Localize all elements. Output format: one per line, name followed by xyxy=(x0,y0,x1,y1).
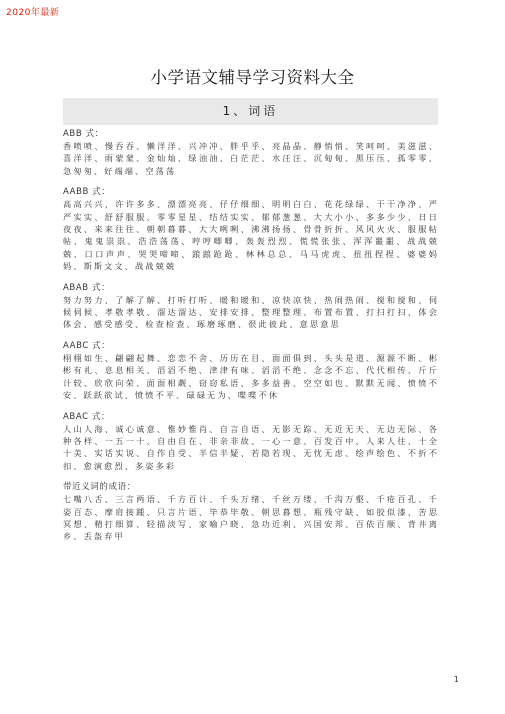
word-block-aabb xyxy=(63,186,439,272)
block-label: ABAB 式： xyxy=(63,282,111,293)
word-block-abac xyxy=(63,411,439,473)
block-label: AABC 式： xyxy=(63,340,111,351)
word-block-synonym-idioms xyxy=(63,481,439,543)
block-label: ABAC 式： xyxy=(63,411,111,422)
block-text: 栩栩如生、翩翩起舞、恋恋不舍、历历在目、面面俱到、头头是道、源源不断、彬彬有礼、息息相关、滔滔不绝、津津有味、滔滔不绝、念念不忘、代代相传、斤斤计较、欣欣向荣、面面相觑、窃窃私语、多多益善、空空如也、默默无闻、愤愤不安、跃跃欲试、愤愤不平、碌碌无为、喋喋不休 xyxy=(63,352,439,401)
block-text: 香喷喷、慢吞吞、懒洋洋、兴冲冲、胖乎乎、亮晶晶、静悄悄、笑呵呵、美滋滋、喜洋洋、雨蒙蒙、金灿灿、绿油油、白茫茫、水汪汪、沉甸甸、黑压压、孤零零、急匆匆、好端端、空荡荡 xyxy=(63,141,439,176)
word-block-abb xyxy=(63,128,439,177)
block-label: ABB 式： xyxy=(63,129,104,139)
page-title: 小学语文辅导学习资料大全 xyxy=(150,68,355,87)
block-text: 七嘴八舌、三言两语、千方百计、千头万绪、千丝万缕、千沟万壑、千疮百孔、千姿百态、摩肩接踵、只言片语、毕恭毕敬、朝思暮想、瓶残守缺、如胶似漆、苦思冥想、精打细算、轻描淡写、家喻户晓、急功近利、兴国安邦、百依百顺、背井离乡、丢盔弃甲 xyxy=(63,494,439,542)
word-block-abab xyxy=(63,282,439,331)
page-number: 1 xyxy=(453,675,459,684)
document-body xyxy=(63,128,439,552)
block-text: 努力努力、了解了解、打听打听、暖和暖和、凉快凉快、热闹热闹、搅和搅和、伺候伺候、孝敬孝敬、溜达溜达、安排安排、整理整理、布置布置、打扫打扫、体会体会、感受感受、检查检查、琢磨琢磨、很此彼此、意思意思 xyxy=(63,294,439,330)
block-label: 带近义词的成语： xyxy=(63,482,136,493)
block-text: 人山人海、诚心诚意、惟妙惟肖、自言自语、无影无踪、无近无天、无边无际、各种各样、一五一十、自由自在、非亲非故、一心一意、百发百中、人来人往、十全十美、实话实说、自作自受、半信半疑、若隐若现、无忧无虑、绘声绘色、不折不扣、愈演愈烈、多姿多彩 xyxy=(63,423,439,471)
header-badge: 2020年最新 xyxy=(6,8,60,18)
section-heading: 1、词语 xyxy=(63,98,438,125)
word-block-aabc xyxy=(63,340,439,402)
block-text: 高高兴兴、许许多多、漂漂亮亮、仔仔细细、明明白白、花花绿绿、干干净净、严严实实、舒舒服服、零零星星、结结实实、郁郁葱葱、大大小小、多多少少、日日夜夜、来来往往、朝朝暮暮、大大咧咧、沸沸扬扬、骨骨折折、风风火火、服服帖帖、鬼鬼祟祟、浩浩荡荡、哼哼唧唧、轰轰烈烈、慌慌张张、浑浑噩噩、战战兢兢、口口声声、哭哭啼啼、踉踉跄跄、林林总总、马马虎虎、扭扭捏捏、婆婆妈妈、斯斯文文、战战兢兢 xyxy=(63,199,439,272)
block-label: AABB 式： xyxy=(63,187,111,198)
